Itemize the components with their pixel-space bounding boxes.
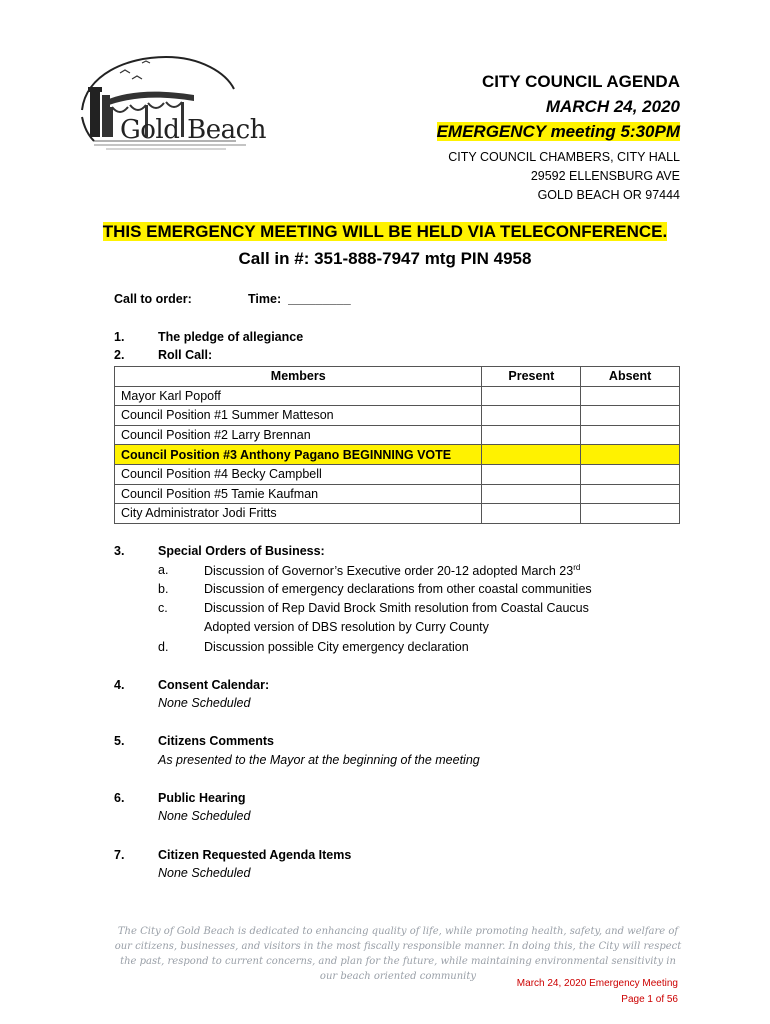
- table-row: [115, 504, 680, 524]
- present-cell: [482, 425, 581, 445]
- table-row: [115, 464, 680, 484]
- absent-cell: [581, 386, 680, 406]
- present-cell: [482, 445, 581, 465]
- sub-item-sup: rd: [573, 563, 581, 572]
- sub-letter: b.: [158, 582, 169, 596]
- member-name: Council Position #5 Tamie Kaufman: [115, 484, 482, 504]
- item-title: Citizens Comments: [158, 734, 274, 748]
- teleconference-notice: [0, 222, 770, 242]
- member-name: Council Position #4 Becky Campbell: [115, 464, 482, 484]
- sub-item-text: Discussion possible City emergency declaration: [204, 640, 469, 654]
- item-note: None Scheduled: [158, 696, 251, 710]
- item-number: 4.: [114, 678, 125, 692]
- absent-cell: [581, 504, 680, 524]
- mission-line: the past, respond to current concerns, and plan for the future, while maintaining environmental sensitivity in: [120, 956, 676, 967]
- item-number: 7.: [114, 848, 125, 862]
- table-row: [115, 484, 680, 504]
- item-note: None Scheduled: [158, 866, 251, 880]
- table-row: [115, 406, 680, 426]
- absent-cell: [581, 406, 680, 426]
- sub-letter: a.: [158, 563, 169, 577]
- absent-cell: [581, 445, 680, 465]
- item-note: None Scheduled: [158, 809, 251, 823]
- item-number: 5.: [114, 734, 125, 748]
- meeting-type-text: EMERGENCY meeting 5:30PM: [436, 122, 680, 141]
- absent-cell: [581, 464, 680, 484]
- present-cell: [482, 464, 581, 484]
- address-line: 29592 ELLENSBURG AVE: [530, 169, 680, 183]
- notice-text: THIS EMERGENCY MEETING WILL BE HELD VIA TELECONFERENCE.: [102, 222, 668, 241]
- meeting-date: MARCH 24, 2020: [545, 97, 680, 116]
- sub-item-text: Discussion of emergency declarations from other coastal communities: [204, 582, 592, 596]
- item-number: 3.: [114, 544, 125, 558]
- sub-item-text: Discussion of Rep David Brock Smith resolution from Coastal Caucus: [204, 601, 589, 615]
- item-number: 6.: [114, 791, 125, 805]
- item-number: 2.: [114, 348, 125, 362]
- member-name: Council Position #3 Anthony Pagano BEGINNING VOTE: [115, 445, 482, 465]
- page-number: Page 1 of 56: [621, 994, 678, 1005]
- present-cell: [482, 386, 581, 406]
- column-header: Absent: [581, 367, 680, 387]
- present-cell: [482, 484, 581, 504]
- item-title: Consent Calendar:: [158, 678, 270, 692]
- sub-item-continuation: Adopted version of DBS resolution by Curry County: [204, 620, 489, 634]
- call-in-number: Call in #: 351-888-7947 mtg PIN 4958: [238, 249, 532, 268]
- meeting-type: [437, 122, 680, 142]
- time-blank: _________: [288, 292, 351, 306]
- table-row-highlighted: [115, 445, 680, 465]
- member-name: Council Position #1 Summer Matteson: [115, 406, 482, 426]
- member-name: Council Position #2 Larry Brennan: [115, 425, 482, 445]
- member-name: City Administrator Jodi Fritts: [115, 504, 482, 524]
- address-line: CITY COUNCIL CHAMBERS, CITY HALL: [448, 150, 680, 164]
- item-title: Citizen Requested Agenda Items: [158, 848, 352, 862]
- table-header-row: [115, 367, 680, 387]
- table-row: [115, 425, 680, 445]
- item-title: Special Orders of Business:: [158, 544, 325, 558]
- sub-letter: c.: [158, 601, 168, 615]
- table-row: [115, 386, 680, 406]
- absent-cell: [581, 425, 680, 445]
- time-label: Time:: [248, 292, 282, 306]
- sub-item-text: Discussion of Governor’s Executive order 20-12 adopted March 23: [204, 564, 574, 579]
- item-title: Roll Call:: [158, 348, 213, 362]
- meeting-stamp: March 24, 2020 Emergency Meeting: [516, 978, 678, 989]
- mission-statement: [110, 924, 686, 984]
- item-number: 1.: [114, 330, 125, 344]
- mission-line: The City of Gold Beach is dedicated to enhancing quality of life, while promoting health, safety, and welfare of: [117, 926, 679, 937]
- city-logo: [76, 55, 266, 153]
- sub-letter: d.: [158, 640, 169, 654]
- logo-text: Gold Beach: [120, 115, 266, 145]
- present-cell: [482, 406, 581, 426]
- address-block: [448, 148, 680, 205]
- present-cell: [482, 504, 581, 524]
- absent-cell: [581, 484, 680, 504]
- mission-line: our citizens, businesses, and visitors in the most fiscally responsible manner. In doing this, the City will respect: [114, 941, 682, 952]
- call-to-order-label: Call to order:: [114, 292, 192, 306]
- mission-line: our beach oriented community: [319, 971, 477, 982]
- roll-call-table: [114, 366, 680, 524]
- agenda-title: CITY COUNCIL AGENDA: [481, 72, 680, 91]
- sub-item: [204, 563, 580, 578]
- item-title: The pledge of allegiance: [158, 330, 304, 344]
- time-field: [248, 292, 351, 306]
- address-line: GOLD BEACH OR 97444: [537, 188, 680, 202]
- item-title: Public Hearing: [158, 791, 246, 805]
- item-note: As presented to the Mayor at the beginning of the meeting: [158, 753, 480, 767]
- column-header: Present: [482, 367, 581, 387]
- column-header: Members: [115, 367, 482, 387]
- member-name: Mayor Karl Popoff: [115, 386, 482, 406]
